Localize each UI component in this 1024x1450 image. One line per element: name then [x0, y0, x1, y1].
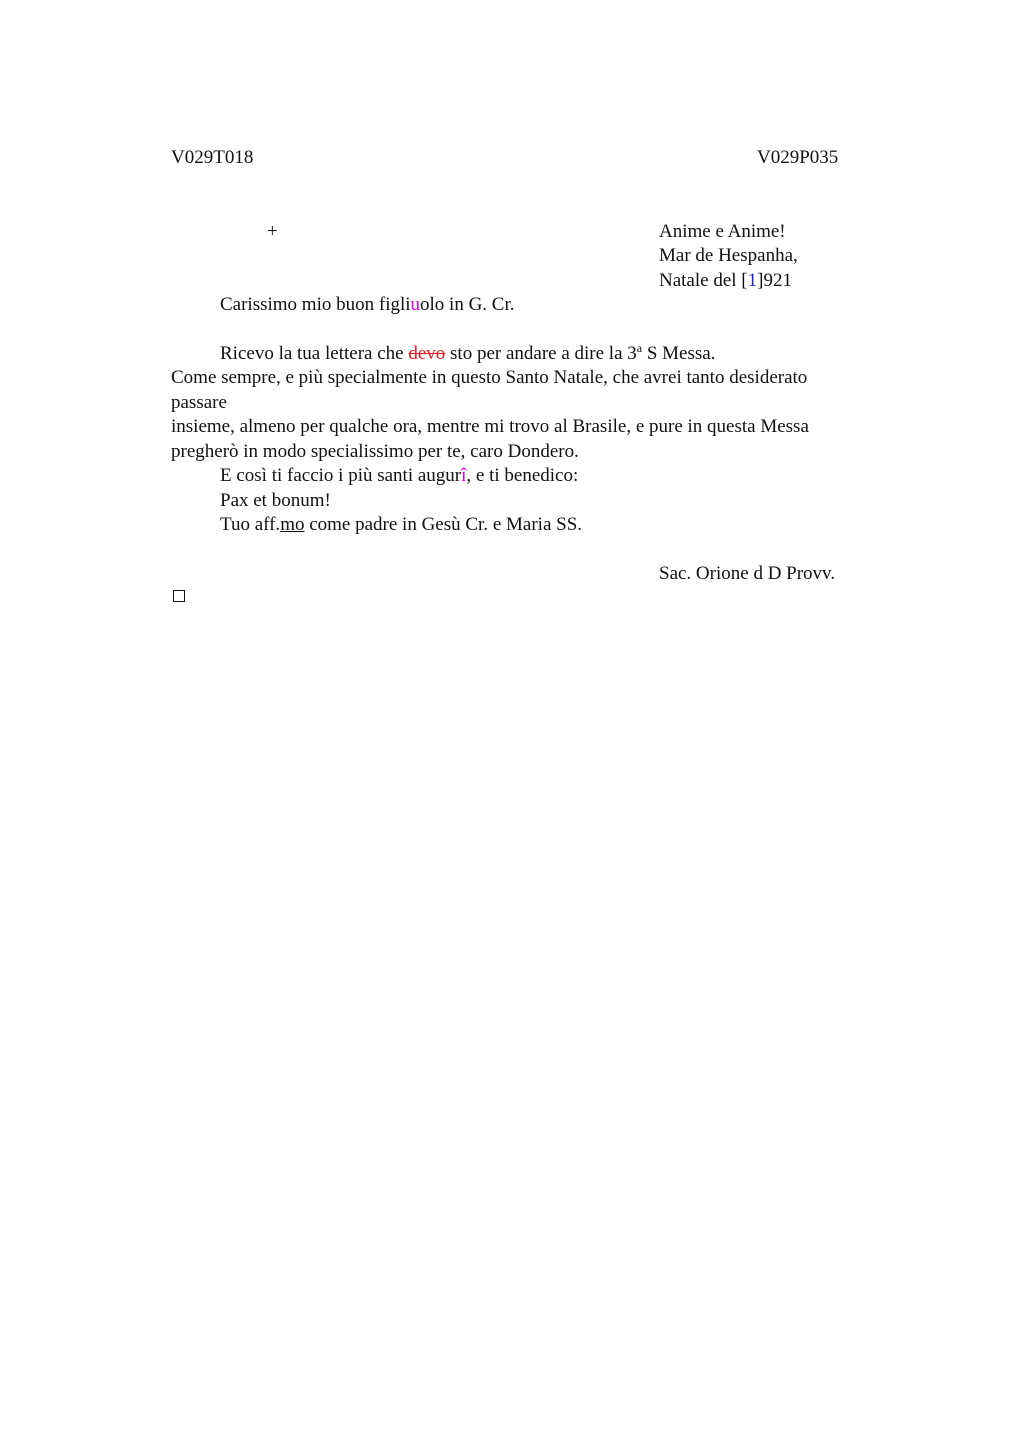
letterhead-place: Mar de Hespanha,	[659, 245, 798, 266]
deleted-word: devo	[408, 343, 446, 364]
date-prefix: Natale del [	[659, 270, 748, 291]
body-line-8: Tuo aff.mo come padre in Gesù Cr. e Maria SS.	[220, 514, 583, 535]
letterhead-motto: Anime e Anime!	[659, 221, 786, 242]
body-line-6: E così ti faccio i più santi augurî, e ti benedico:	[220, 465, 579, 486]
signature: Sac. Orione d D Provv.	[659, 563, 836, 584]
body-line-7: Pax et bonum!	[220, 490, 331, 511]
date-suffix: ]921	[757, 270, 792, 291]
empty-square-symbol	[173, 590, 185, 602]
body-line-2: Come sempre, e più specialmente in questo Santo Natale, che avrei tanto desiderato	[171, 367, 808, 388]
inserted-letter: u	[410, 294, 421, 315]
salutation: Carissimo mio buon figliuolo in G. Cr.	[220, 294, 515, 315]
body-line-5: pregherò in modo specialissimo per te, caro Dondero.	[171, 441, 579, 462]
underlined-abbreviation: mo	[280, 514, 305, 535]
superscript: a	[636, 341, 643, 355]
document-code-left: V029T018	[171, 147, 254, 168]
editorial-insertion: 1	[747, 270, 758, 291]
inserted-letter: î	[461, 465, 467, 486]
cross-symbol: +	[267, 221, 278, 242]
body-line-1: Ricevo la tua lettera che devo sto per andare a dire la 3$^a$ S Messa.	[220, 341, 716, 364]
document-code-right: V029P035	[757, 147, 839, 168]
body-line-3: passare	[171, 392, 227, 413]
letterhead-date	[659, 269, 792, 293]
body-line-4: insieme, almeno per qualche ora, mentre mi trovo al Brasile, e pure in questa Messa	[171, 416, 809, 437]
